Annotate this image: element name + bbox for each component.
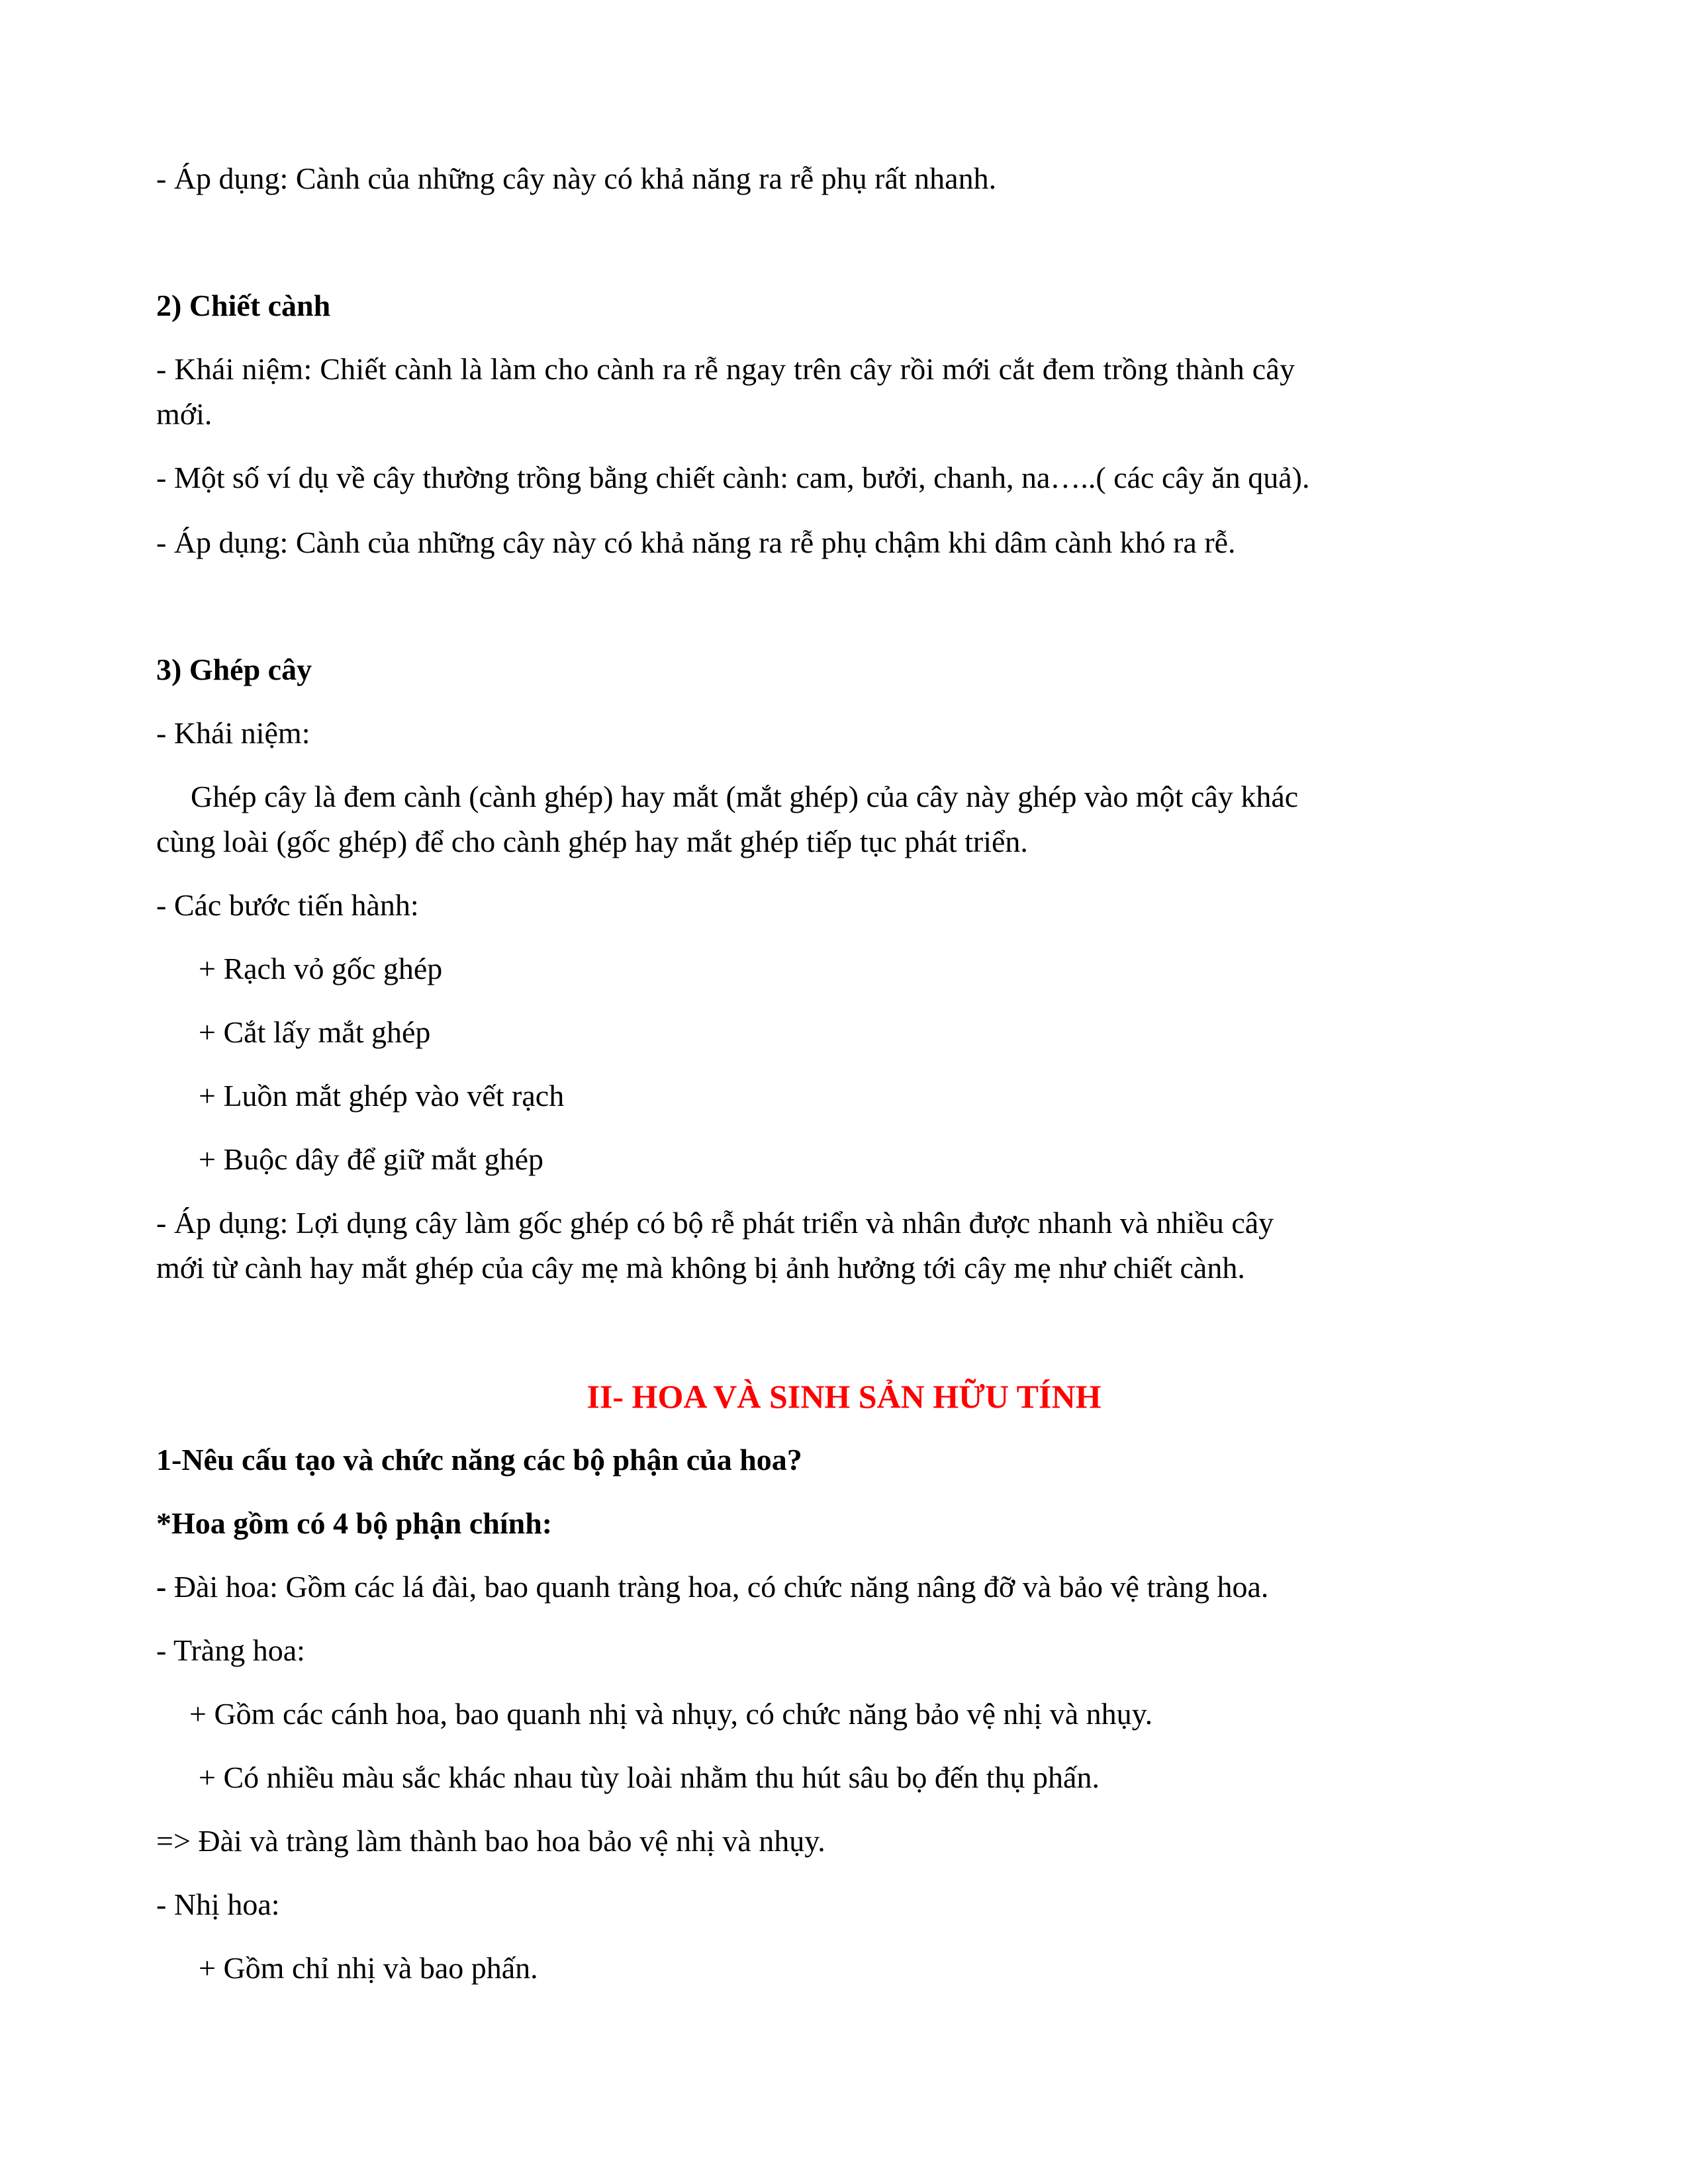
khai-niem-chiet-canh-cont: mới. — [156, 397, 212, 431]
ap-dung-giam-canh: - Áp dụng: Cành của những cây này có khả năng ra rễ phụ rất nhanh. — [156, 161, 997, 195]
ap-dung-ghep-cay: - Áp dụng: Lợi dụng cây làm gốc ghép có bộ rễ phát triển và nhân được nhanh và nhiều cây — [156, 1206, 1274, 1240]
step-2: + Cắt lấy mắt ghép — [199, 1015, 431, 1049]
heading-chiet-canh: 2) Chiết cành — [156, 289, 331, 322]
question-heading: 1-Nêu cấu tạo và chức năng các bộ phận của hoa? — [156, 1443, 802, 1477]
step-3: + Luồn mắt ghép vào vết rạch — [199, 1079, 565, 1113]
heading-ghep-cay: 3) Ghép cây — [156, 653, 312, 686]
ap-dung-ghep-cay-cont: mới từ cành hay mắt ghép của cây mẹ mà không bị ảnh hưởng tới cây mẹ như chiết cành. — [156, 1251, 1245, 1285]
nhi-hoa-1: + Gồm chỉ nhị và bao phấn. — [199, 1951, 538, 1985]
trang-hoa-2: + Có nhiều màu sắc khác nhau tùy loài nhằm thu hút sâu bọ đến thụ phấn. — [199, 1760, 1100, 1794]
conclusion: => Đài và tràng làm thành bao hoa bảo vệ nhị và nhụy. — [156, 1824, 825, 1858]
step-1: + Rạch vỏ gốc ghép — [199, 952, 443, 985]
dai-hoa-text: Đài hoa: Gồm các lá đài, bao quanh tràng hoa, có chức năng nâng đỡ và bảo vệ tràng hoa. — [173, 1570, 1269, 1604]
trang-hoa-1: + Gồm các cánh hoa, bao quanh nhị và nhụy, có chức năng bảo vệ nhị và nhụy. — [189, 1697, 1153, 1731]
dai-hoa-dash: - — [156, 1570, 174, 1604]
step-4: + Buộc dây để giữ mắt ghép — [199, 1142, 543, 1176]
dai-hoa — [156, 1567, 1268, 1607]
khai-niem-label: - Khái niệm: — [156, 716, 310, 750]
sub-heading: *Hoa gồm có 4 bộ phận chính: — [156, 1506, 553, 1540]
cac-buoc-label: - Các bước tiến hành: — [156, 888, 419, 922]
nhi-hoa-label: - Nhị hoa: — [156, 1888, 280, 1921]
khai-niem-ghep-cay: Ghép cây là đem cành (cành ghép) hay mắt (mắt ghép) của cây này ghép vào một cây khác — [191, 780, 1299, 813]
trang-hoa-label: - Tràng hoa: — [156, 1633, 305, 1667]
ap-dung-chiet-canh: - Áp dụng: Cành của những cây này có khả năng ra rễ phụ chậm khi dâm cành khó ra rễ. — [156, 525, 1236, 559]
khai-niem-chiet-canh: - Khái niệm: Chiết cành là làm cho cành ra rễ ngay trên cây rồi mới cắt đem trồng thành cây — [156, 352, 1295, 386]
vi-du-chiet-canh: - Một số ví dụ về cây thường trồng bằng chiết cành: cam, bưởi, chanh, na…..( các cây ăn quả). — [156, 461, 1310, 494]
section-title: II- HOA VÀ SINH SẢN HỮU TÍNH — [586, 1378, 1102, 1415]
khai-niem-ghep-cay-cont: cùng loài (gốc ghép) để cho cành ghép hay mắt ghép tiếp tục phát triển. — [156, 825, 1028, 858]
